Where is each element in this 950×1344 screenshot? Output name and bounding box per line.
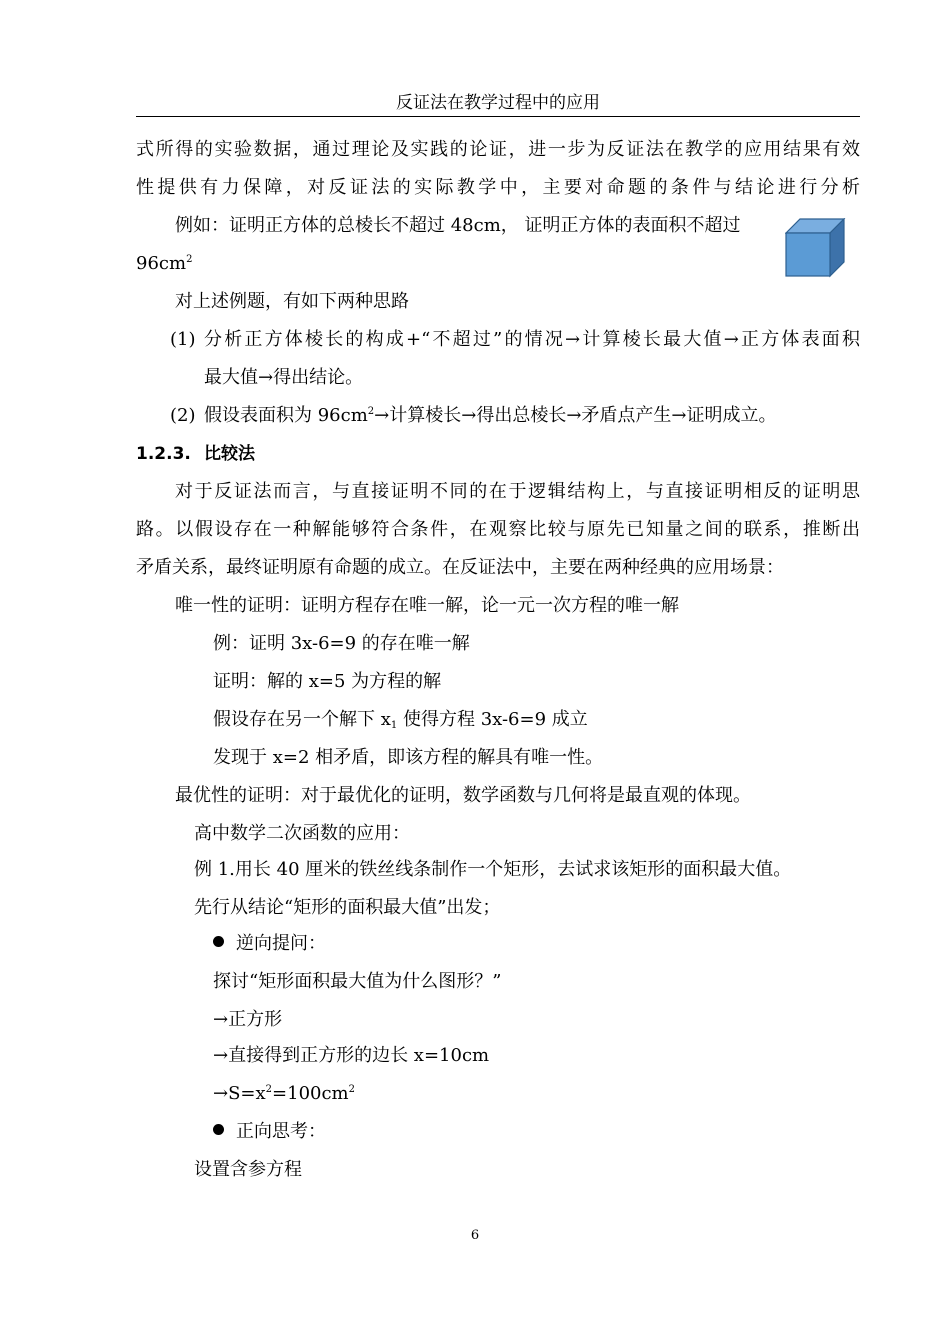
bullet-dot-icon — [213, 1124, 224, 1135]
approach-1-line-1: 分析正方体棱长的构成+“不超过”的情况→计算棱长最大值→正方体表面积 — [204, 329, 860, 350]
assume-post: 使得方程 3x-6=9 成立 — [397, 709, 588, 730]
step3-post: =100cm — [272, 1083, 349, 1104]
uniqueness-proof: 证明：解的 x=5 为方程的解 — [213, 671, 442, 692]
approach-1-number: (1) — [170, 329, 196, 350]
header-rule — [136, 116, 860, 117]
optimality-step-3 — [213, 1082, 355, 1106]
uniqueness-found: 发现于 x=2 相矛盾，即该方程的解具有唯一性。 — [213, 747, 604, 768]
approaches-intro: 对上述例题，有如下两种思路 — [175, 291, 409, 312]
intro-line-2: 性提供有力保障，对反证法的实际教学中，主要对命题的条件与结论进行分析 — [136, 177, 860, 198]
example1-value: 96cm — [136, 253, 187, 274]
uniqueness-example: 例：证明 3x-6=9 的存在唯一解 — [213, 633, 470, 654]
bullet-reverse-label: 逆向提问： — [236, 933, 326, 954]
bullet-forward-label: 正向思考： — [236, 1121, 326, 1142]
bullet-dot-icon — [213, 936, 224, 947]
optimality-example: 例 1.用长 40 厘米的铁丝线条制作一个矩形，去试求该矩形的面积最大值。 — [194, 859, 792, 880]
example1-sup: 2 — [186, 254, 193, 265]
approach-2-sup: 2 — [367, 406, 375, 417]
approach-1-line-2: 最大值→得出结论。 — [204, 367, 364, 388]
para-line-2: 路。以假设存在一种解能够符合条件，在观察比较与原先已知量之间的联系，推断出 — [136, 519, 860, 540]
section-title: 比较法 — [204, 444, 255, 464]
bullet-reverse — [213, 932, 326, 956]
optimality-start: 先行从结论“矩形的面积最大值”出发； — [194, 897, 501, 918]
intro-line-1: 式所得的实验数据，通过理论及实践的论证，进一步为反证法在教学的应用结果有效 — [136, 139, 860, 160]
assume-pre: 假设存在另一个解下 x — [213, 709, 391, 730]
cube-icon — [785, 218, 847, 280]
step3-sup2: 2 — [348, 1084, 355, 1095]
example1-line-1: 例如：证明正方体的总棱长不超过 48cm， 证明正方体的表面积不超过 — [175, 215, 741, 236]
uniqueness-title: 唯一性的证明：证明方程存在唯一解，论一元一次方程的唯一解 — [175, 595, 679, 616]
optimality-step-1: →正方形 — [213, 1009, 283, 1030]
example1-line-2 — [136, 252, 192, 276]
step3-pre: →S=x — [213, 1083, 266, 1104]
para-line-1: 对于反证法而言，与直接证明不同的在于逻辑结构上，与直接证明相反的证明思 — [175, 481, 860, 502]
optimality-question: 探讨“矩形面积最大值为什么图形？” — [213, 971, 502, 992]
uniqueness-assume — [213, 708, 588, 732]
assume-sub: 1 — [390, 720, 398, 731]
optimality-step-2: →直接得到正方形的边长 x=10cm — [213, 1045, 490, 1066]
para-line-3: 矛盾关系，最终证明原有命题的成立。在反证法中，主要在两种经典的应用场景： — [136, 557, 784, 578]
page-number: 6 — [470, 1228, 480, 1243]
approach-2-line — [204, 404, 776, 428]
approach-2-pre: 假设表面积为 96cm — [204, 405, 368, 426]
page-header-title: 反证法在教学过程中的应用 — [396, 93, 600, 113]
approach-2-number: (2) — [170, 405, 196, 426]
section-number: 1.2.3. — [136, 444, 191, 464]
optimality-last: 设置含参方程 — [194, 1159, 302, 1180]
optimality-title: 最优性的证明：对于最优化的证明，数学函数与几何将是最直观的体现。 — [175, 785, 751, 806]
bullet-forward — [213, 1120, 326, 1144]
step3-sup: 2 — [265, 1084, 273, 1095]
optimality-subtitle: 高中数学二次函数的应用： — [194, 823, 410, 844]
approach-2-post: →计算棱长→得出总棱长→矛盾点产生→证明成立。 — [374, 405, 777, 426]
